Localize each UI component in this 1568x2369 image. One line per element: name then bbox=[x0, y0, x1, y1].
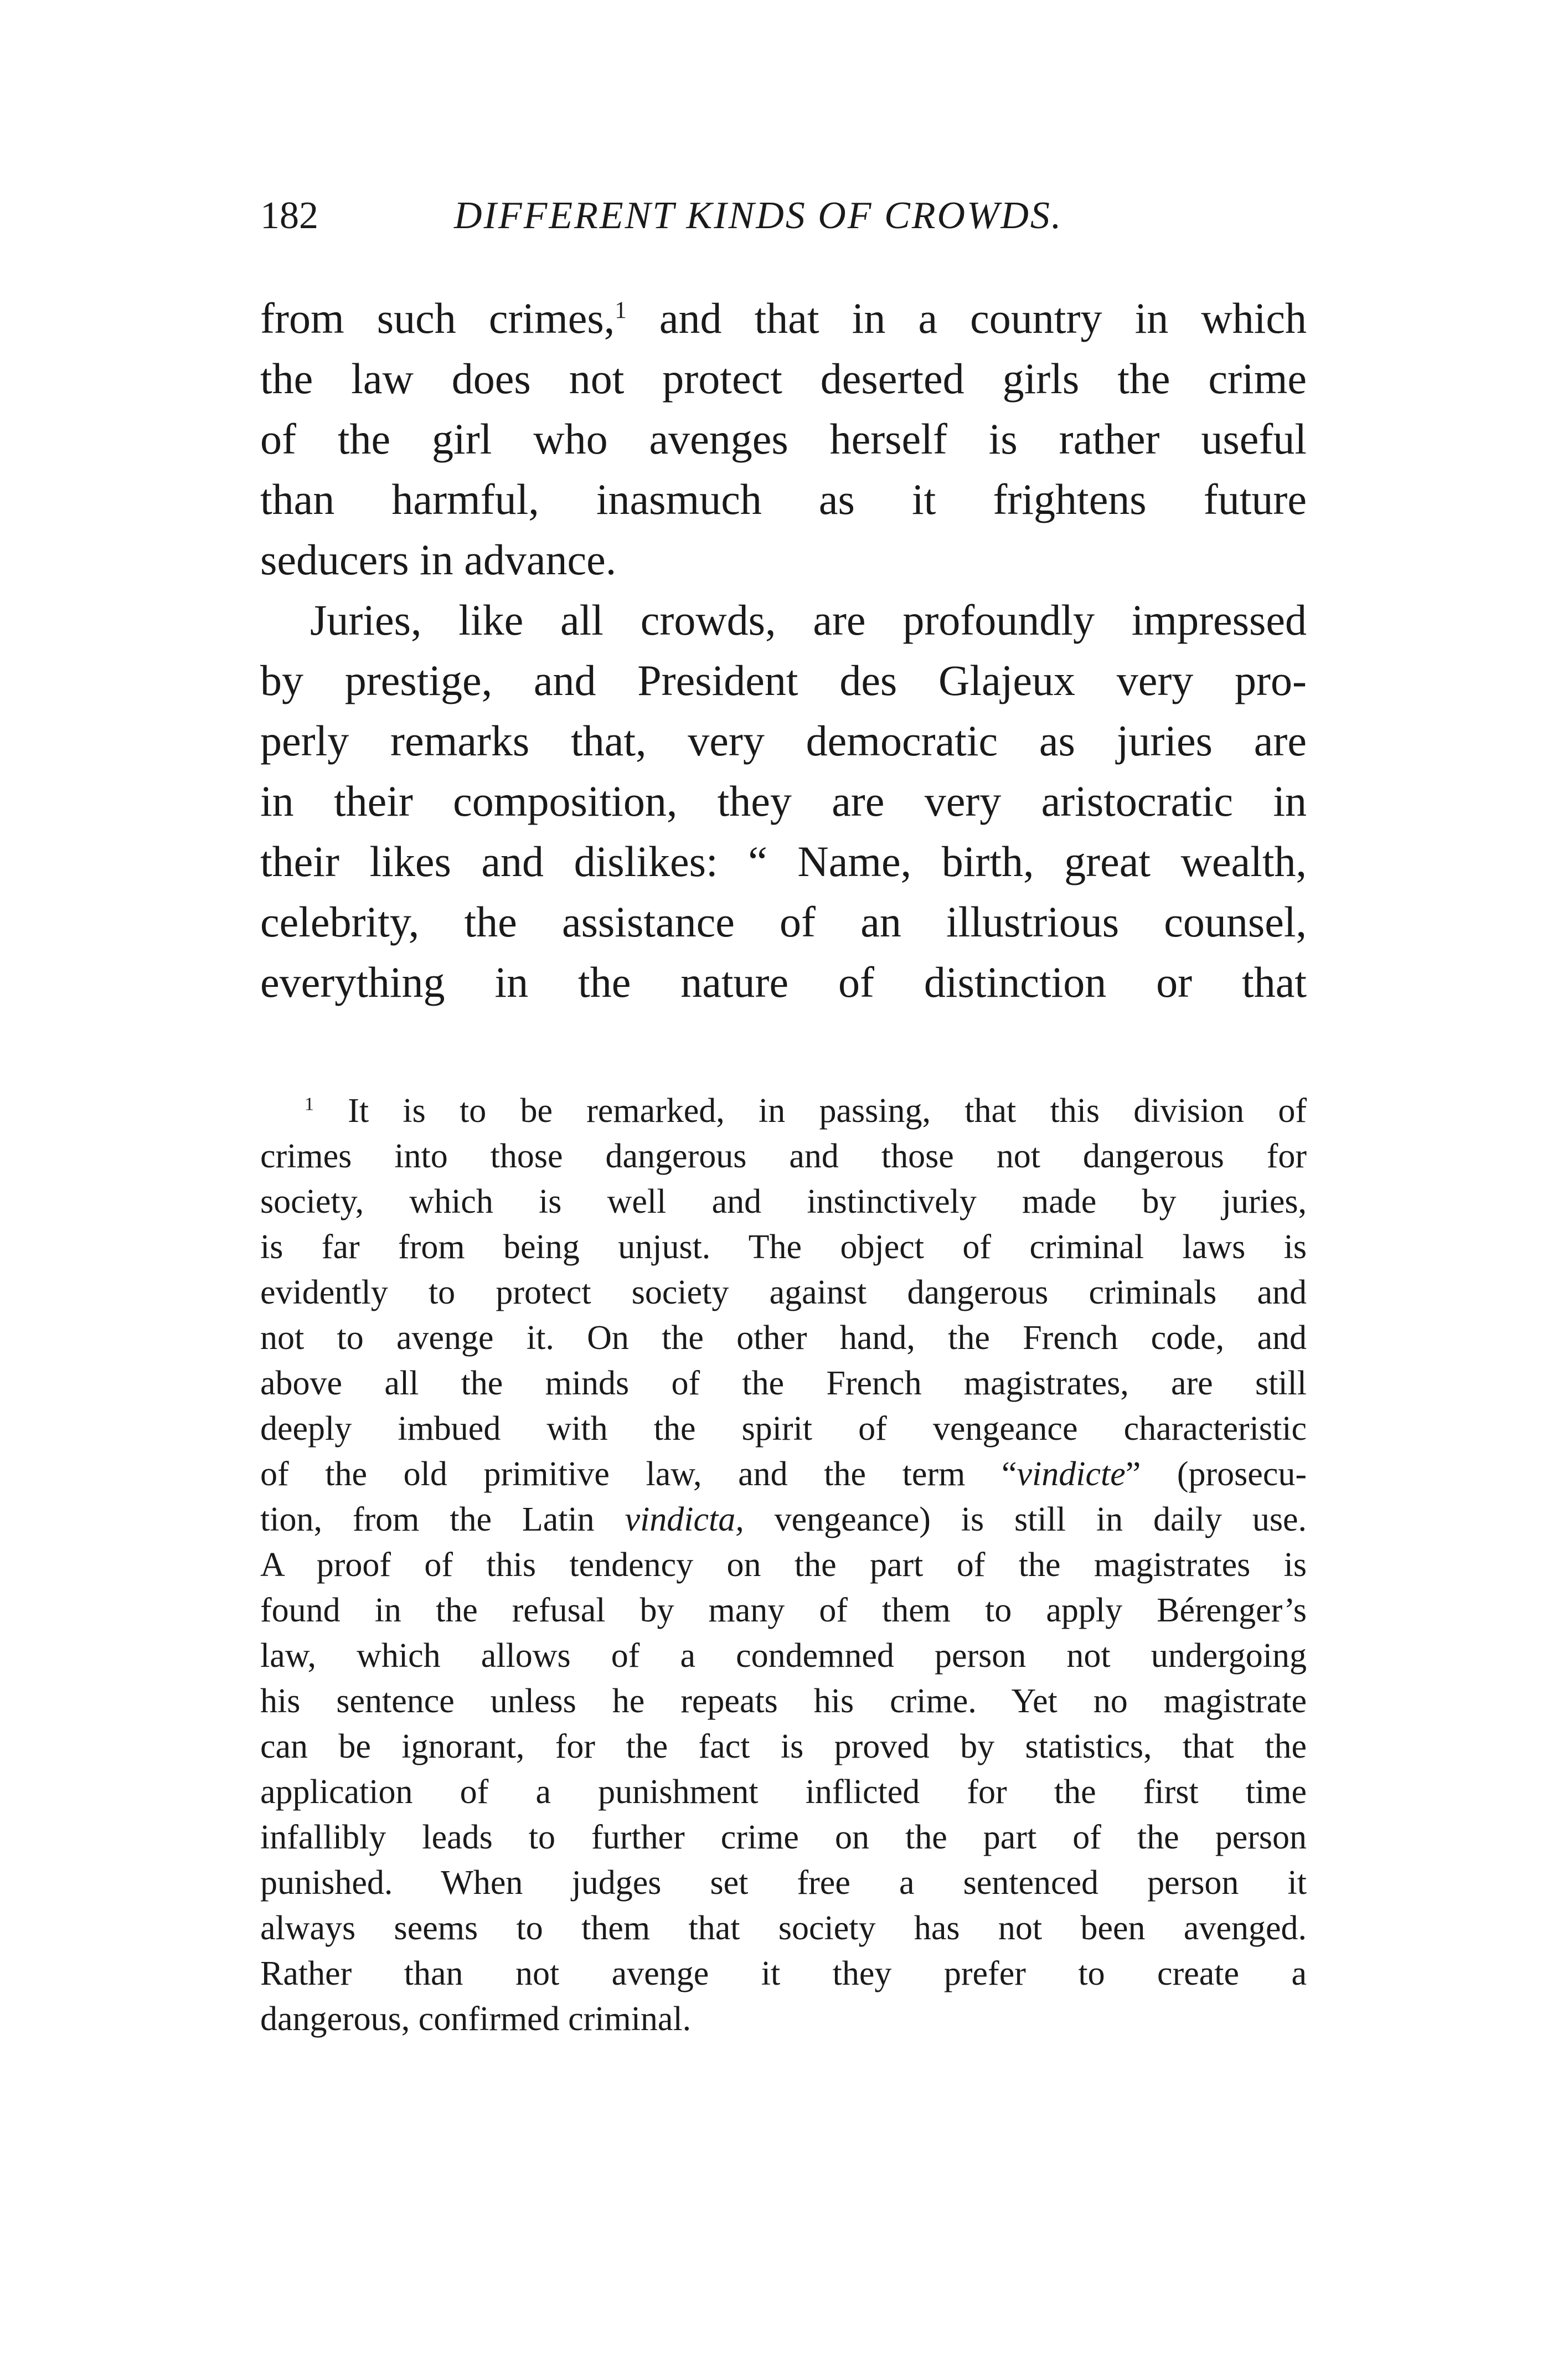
text-line: the law does not protect deserted girls the crime bbox=[260, 354, 1307, 403]
footnote-line: dangerous, confirmed criminal. bbox=[260, 2000, 692, 2038]
page-number: 182 bbox=[260, 194, 318, 237]
running-title: DIFFERENT KINDS OF CROWDS. bbox=[454, 194, 1063, 237]
footnote-line: $^1$ It is to be remarked, in passing, that this division of bbox=[305, 1092, 1307, 1130]
text-line: from such crimes,$^1$ and that in a country in which bbox=[260, 294, 1307, 342]
footnote-line: infallibly leads to further crime on the part of the person bbox=[260, 1819, 1307, 1856]
footnote-line: not to avenge it. On the other hand, the French code, and bbox=[260, 1319, 1307, 1357]
latin-term: vindicta, bbox=[625, 1501, 744, 1538]
text-line: celebrity, the assistance of an illustrious counsel, bbox=[260, 898, 1307, 946]
footnote-line: found in the refusal by many of them to apply Bérenger’s bbox=[260, 1592, 1307, 1629]
text-line: perly remarks that, very democratic as juries are bbox=[260, 717, 1307, 765]
text-line: of the girl who avenges herself is rather useful bbox=[260, 415, 1307, 463]
footnote-line: crimes into those dangerous and those not dangerous for bbox=[260, 1137, 1307, 1175]
footnote bbox=[260, 1088, 1307, 2042]
text-line: by prestige, and President des Glajeux very pro- bbox=[260, 656, 1307, 704]
footnote-marker: 1 bbox=[305, 1094, 314, 1115]
footnote-line: above all the minds of the French magistrates, are still bbox=[260, 1364, 1307, 1402]
footnote-line: always seems to them that society has not been avenged. bbox=[260, 1909, 1307, 1947]
footnote-line: can be ignorant, for the fact is proved by statistics, that the bbox=[260, 1728, 1307, 1765]
footnote-line: application of a punishment inflicted for the first time bbox=[260, 1773, 1307, 1811]
text-line: seducers in advance. bbox=[260, 535, 617, 584]
footnote-line: law, which allows of a condemned person not undergoing bbox=[260, 1637, 1307, 1675]
footnote-line: evidently to protect society against dangerous criminals and bbox=[260, 1274, 1307, 1311]
footnote-line: Rather than not avenge it they prefer to create a bbox=[260, 1955, 1307, 1992]
footnote-line: his sentence unless he repeats his crime. Yet no magistrate bbox=[260, 1682, 1307, 1720]
footnote-line: is far from being unjust. The object of criminal laws is bbox=[260, 1228, 1307, 1266]
footnote-line: punished. When judges set free a sentenced person it bbox=[260, 1864, 1307, 1902]
footnote-line: tion, from the Latin vindicta, vengeance) is still in daily use. bbox=[260, 1501, 1307, 1538]
text-line: in their composition, they are very aristocratic in bbox=[260, 777, 1307, 825]
body-text bbox=[260, 288, 1307, 1012]
footnote-line: society, which is well and instinctively made by juries, bbox=[260, 1183, 1307, 1220]
footnote-line: deeply imbued with the spirit of vengeance characteristic bbox=[260, 1410, 1307, 1448]
footnote-reference: 1 bbox=[615, 297, 627, 323]
text-line: than harmful, inasmuch as it frightens future bbox=[260, 475, 1307, 523]
latin-term: vindicte bbox=[1017, 1455, 1126, 1493]
text-line: everything in the nature of distinction or that bbox=[260, 958, 1307, 1006]
paragraph-first-line: Juries, like all crowds, are profoundly impressed bbox=[310, 596, 1307, 644]
text-line: their likes and dislikes: “ Name, birth, great wealth, bbox=[260, 837, 1307, 885]
footnote-line: of the old primitive law, and the term “vindicte” (prosecu- bbox=[260, 1455, 1307, 1493]
footnote-line: A proof of this tendency on the part of the magistrates is bbox=[260, 1546, 1307, 1584]
running-head bbox=[260, 191, 1312, 241]
